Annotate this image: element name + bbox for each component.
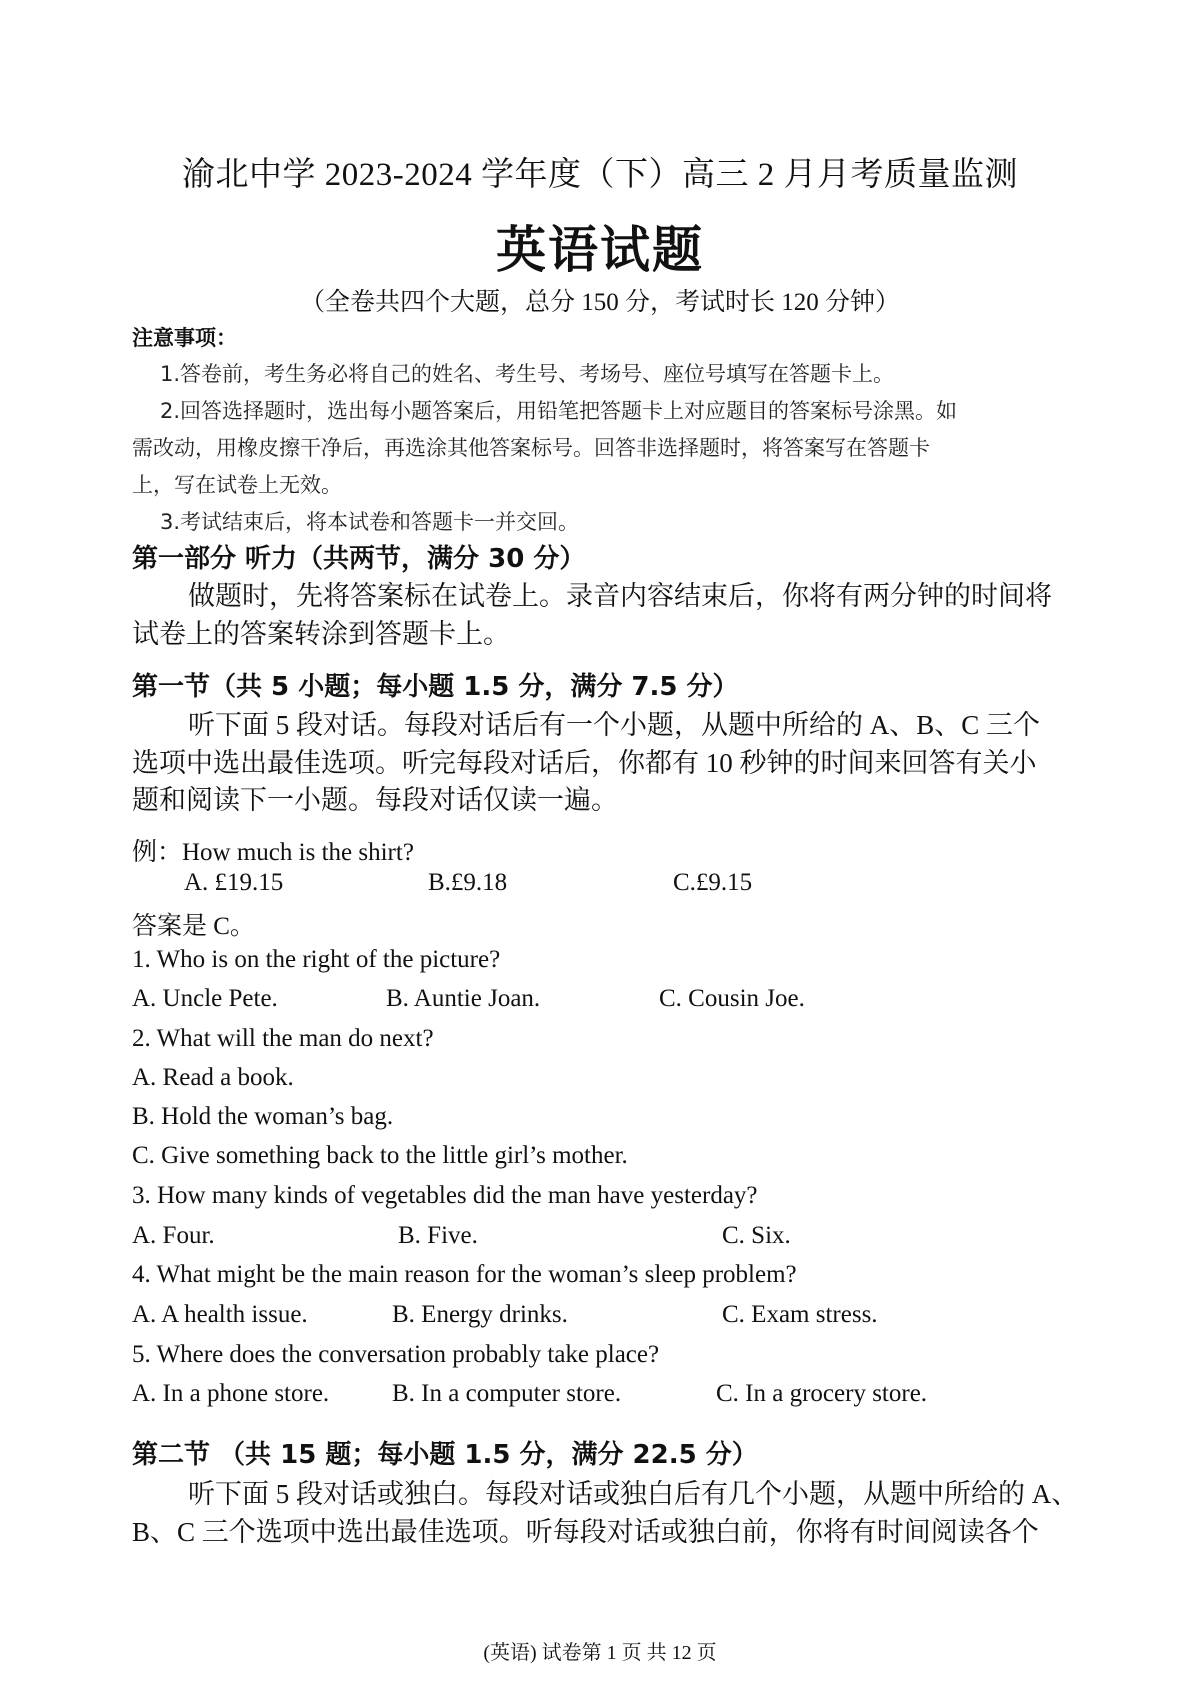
option-4a: A. A health issue. — [132, 1301, 308, 1328]
notice-line: 2.回答选择题时，选出每小题答案后，用铅笔把答题卡上对应题目的答案标号涂黑。如 — [160, 399, 958, 423]
subject-title: 英语试题 — [496, 221, 704, 279]
part1-intro-line: 做题时，先将答案标在试卷上。录音内容结束后，你将有两分钟的时间将 — [188, 581, 1052, 611]
question-1: 1. Who is on the right of the picture? — [132, 946, 501, 973]
exam-info: （全卷共四个大题，总分 150 分，考试时长 120 分钟） — [299, 289, 900, 316]
part1-heading: 第一部分 听力（共两节，满分 30 分） — [132, 544, 586, 574]
notice-line: 上，写在试卷上无效。 — [132, 473, 342, 497]
option-5a: A. In a phone store. — [132, 1380, 330, 1407]
section2-intro-line: 听下面 5 段对话或独白。每段对话或独白后有几个小题，从题中所给的 A、 — [188, 1479, 1079, 1509]
option-1b: B. Auntie Joan. — [386, 985, 541, 1012]
option-5c: C. In a grocery store. — [716, 1380, 928, 1407]
section1-intro-line: 听下面 5 段对话。每段对话后有一个小题，从题中所给的 A、B、C 三个 — [188, 710, 1041, 740]
option-1c: C. Cousin Joe. — [659, 985, 805, 1012]
option-2a: A. Read a book. — [132, 1064, 294, 1091]
example-answer: 答案是 C。 — [132, 913, 255, 940]
option-4c: C. Exam stress. — [722, 1301, 878, 1328]
question-3: 3. How many kinds of vegetables did the man have yesterday? — [132, 1182, 758, 1209]
question-2: 2. What will the man do next? — [132, 1025, 434, 1052]
option-2b: B. Hold the woman’s bag. — [132, 1103, 394, 1130]
notice-title: 注意事项： — [132, 326, 237, 350]
part1-intro-line: 试卷上的答案转涂到答题卡上。 — [132, 619, 510, 649]
option-3a: A. Four. — [132, 1222, 215, 1249]
question-4: 4. What might be the main reason for the woman’s sleep problem? — [132, 1261, 797, 1288]
section1-intro-line: 选项中选出最佳选项。听完每段对话后，你都有 10 秒钟的时间来回答有关小 — [132, 748, 1037, 778]
section1-intro-line: 题和阅读下一小题。每段对话仅读一遍。 — [132, 785, 618, 815]
page-footer: (英语) 试卷第 1 页 共 12 页 — [483, 1642, 717, 1664]
option-2c: C. Give something back to the little girl’s mother. — [132, 1142, 628, 1169]
question-5: 5. Where does the conversation probably take place? — [132, 1341, 660, 1368]
option-4b: B. Energy drinks. — [392, 1301, 568, 1328]
notice-line: 3.考试结束后，将本试卷和答题卡一并交回。 — [160, 510, 580, 534]
section1-heading: 第一节（共 5 小题；每小题 1.5 分，满分 7.5 分） — [132, 672, 739, 702]
option-1a: A. Uncle Pete. — [132, 985, 278, 1012]
section2-intro-line: B、C 三个选项中选出最佳选项。听每段对话或独白前，你将有时间阅读各个 — [132, 1517, 1039, 1547]
section2-heading: 第二节 （共 15 题；每小题 1.5 分，满分 22.5 分） — [132, 1440, 758, 1470]
option-5b: B. In a computer store. — [392, 1380, 622, 1407]
notice-line: 需改动，用橡皮擦干净后，再选涂其他答案标号。回答非选择题时，将答案写在答题卡 — [132, 436, 930, 460]
example-option: A. £19.15 — [184, 869, 284, 896]
option-3c: C. Six. — [722, 1222, 791, 1249]
example-option: B.£9.18 — [428, 869, 508, 896]
example-question: 例：How much is the shirt? — [132, 839, 414, 866]
exam-title: 渝北中学 2023-2024 学年度（下）高三 2 月月考质量监测 — [182, 157, 1018, 193]
example-option: C.£9.15 — [673, 869, 753, 896]
option-3b: B. Five. — [398, 1222, 478, 1249]
notice-line: 1.答卷前，考生务必将自己的姓名、考生号、考场号、座位号填写在答题卡上。 — [160, 362, 895, 386]
